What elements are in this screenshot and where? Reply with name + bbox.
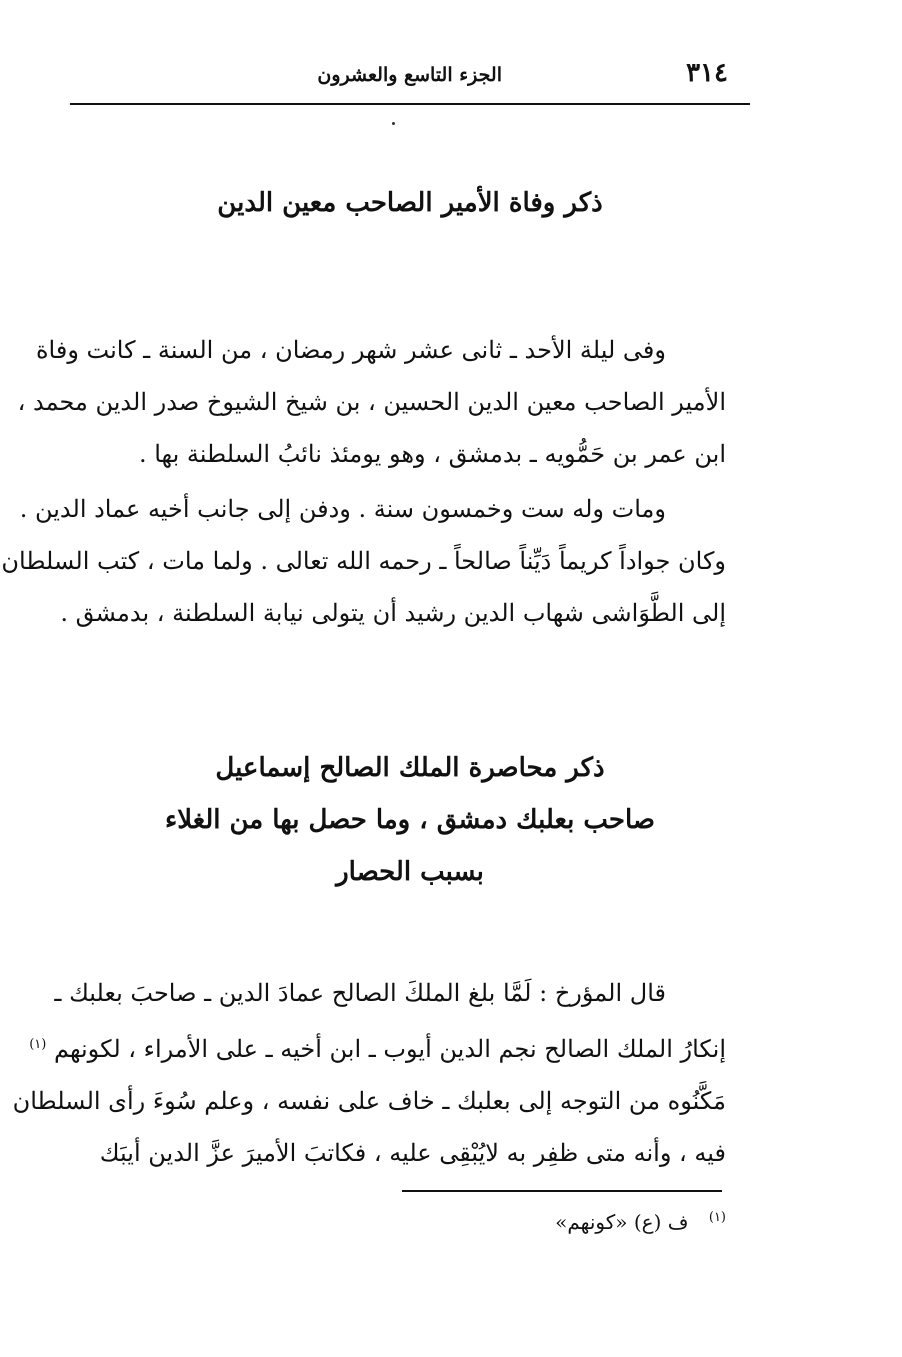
footnote-mark: (١) — [708, 1210, 726, 1226]
heading-line: ذكر محاصرة الملك الصالح إسماعيل — [215, 753, 605, 783]
text-line — [29, 1019, 726, 1075]
paragraph-2 — [1, 483, 726, 639]
text-line: فيه ، وأنه متى ظفِر به لايُبْقِى عليه ، فكاتبَ الأميرَ عزَّ الدين أيبَك — [99, 1139, 726, 1167]
page-number: ٣١٤ — [686, 58, 728, 88]
section-heading-1: ذكر وفاة الأمير الصاحب معين الدين — [217, 188, 603, 218]
text-line: الأمير الصاحب معين الدين الحسين ، بن شيخ الشيوخ صدر الدين محمد ، — [17, 388, 726, 416]
paragraph-1 — [17, 324, 726, 480]
header-rule — [70, 103, 750, 105]
heading-line: صاحب بعلبك دمشق ، وما حصل بها من الغلاء — [165, 805, 655, 835]
page-header — [70, 58, 750, 98]
footnote-text: ف (ع) «كونهم» — [555, 1210, 689, 1234]
text-line-body: إنكارُ الملك الصالح نجم الدين أيوب ـ ابن أخيه ـ على الأمراء ، لكونهم — [53, 1035, 726, 1063]
ink-speck — [392, 122, 395, 125]
text-line: إلى الطَّوَاشى شهاب الدين رشيد أن يتولى نيابة السلطنة ، بدمشق . — [60, 599, 726, 627]
paragraph-3 — [12, 967, 726, 1179]
running-title: الجزء التاسع والعشرون — [317, 64, 502, 86]
footnote — [555, 1210, 726, 1234]
text-line: قال المؤرخ : لَمَّا بلغ الملكَ الصالح عمادَ الدين ـ صاحبَ بعلبك ـ — [54, 979, 666, 1007]
text-line: وكان جواداً كريماً دَيِّناً صالحاً ـ رحمه الله تعالى . ولما مات ، كتب السلطان — [1, 547, 726, 575]
text-line: وفى ليلة الأحد ـ ثانى عشر شهر رمضان ، من السنة ـ كانت وفاة — [35, 336, 666, 364]
footnote-rule — [402, 1190, 722, 1192]
footnote-reference[interactable]: (١) — [29, 1037, 47, 1052]
text-line: ومات وله ست وخمسون سنة . ودفن إلى جانب أخيه عماد الدين . — [19, 495, 666, 523]
text-line: مَكَّنُوه من التوجه إلى بعلبك ـ خاف على نفسه ، وعلم سُوءَ رأى السلطان — [12, 1087, 726, 1115]
text-line: ابن عمر بن حَمُّويه ـ بدمشق ، وهو يومئذ نائبُ السلطنة بها . — [138, 440, 726, 468]
heading-line: بسبب الحصار — [336, 857, 484, 887]
section-heading-2 — [70, 742, 750, 898]
